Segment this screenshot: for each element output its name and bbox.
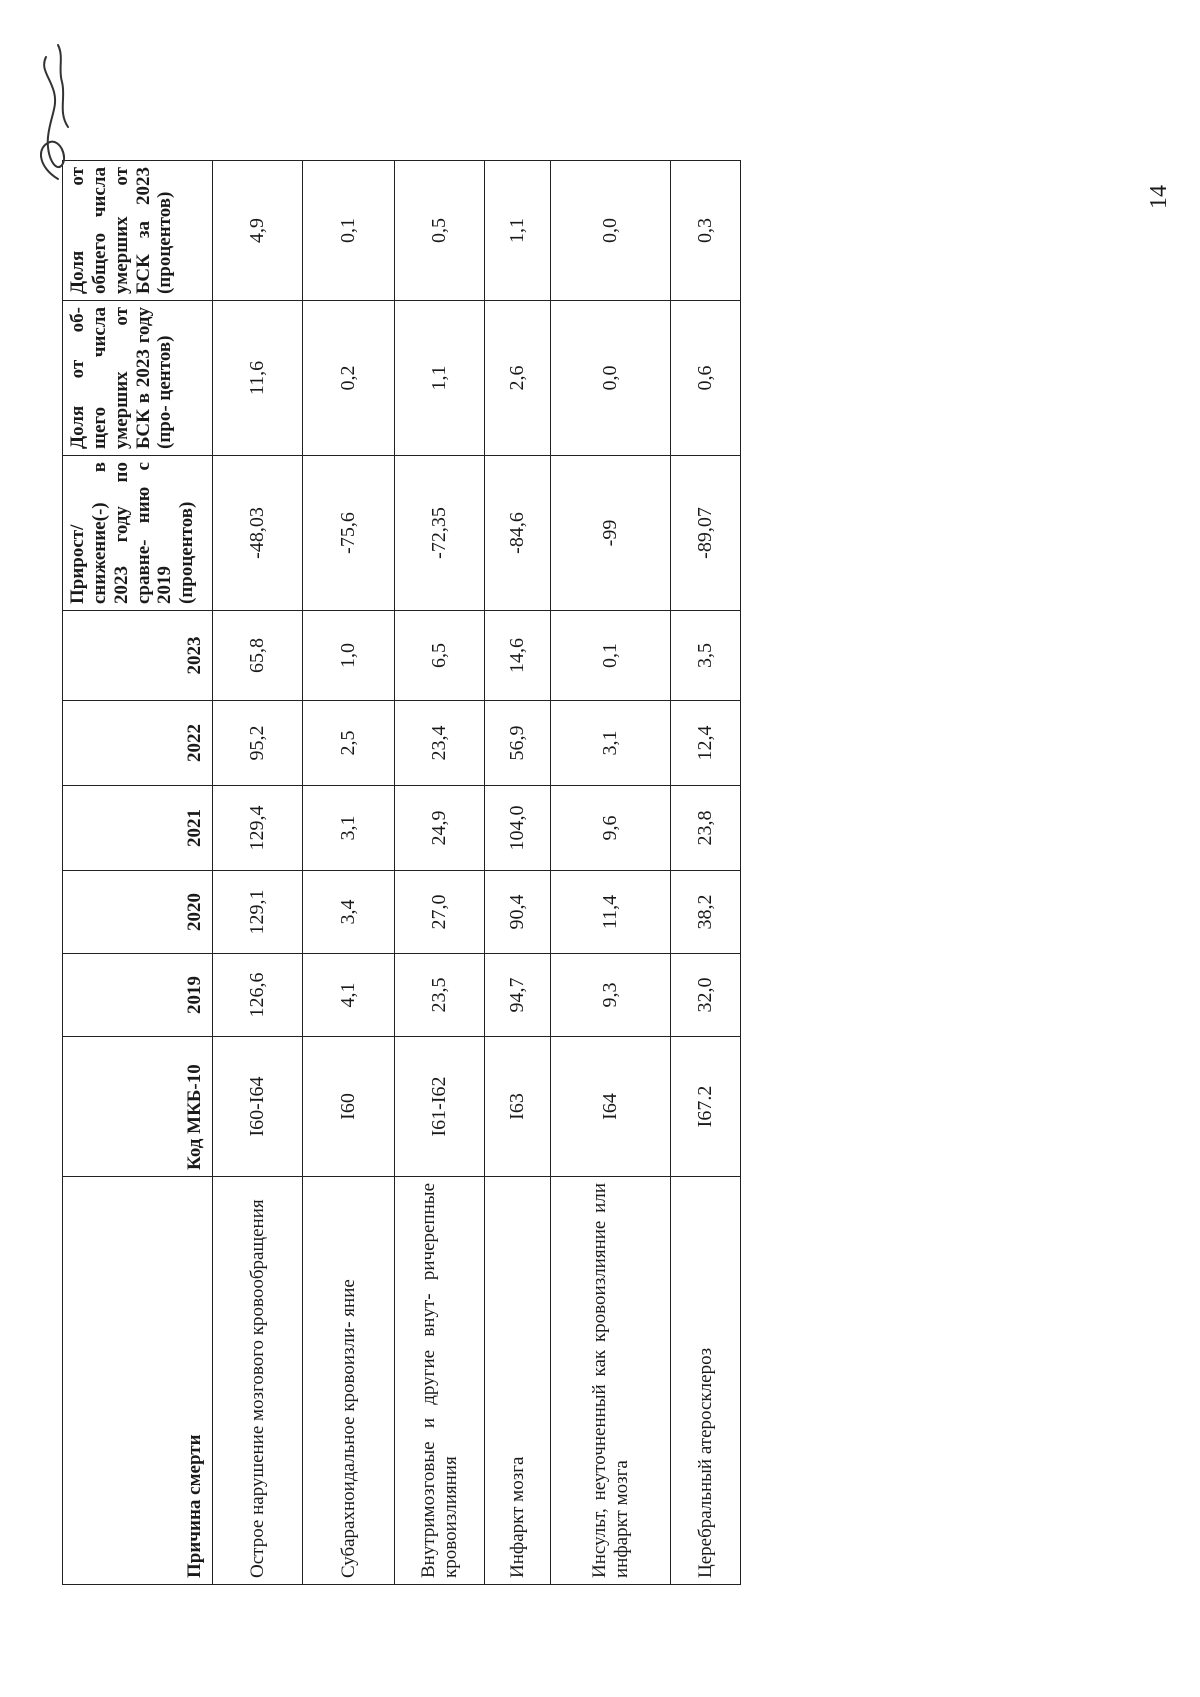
cell-share-bsk: 0,2 (303, 301, 395, 456)
mortality-table (62, 160, 741, 1585)
cell-2023: 6,5 (395, 611, 485, 701)
cell-2020: 3,4 (303, 871, 395, 954)
table-header-row (63, 161, 213, 1585)
table-row (303, 161, 395, 1585)
header-code: Код МКБ-10 (63, 1037, 213, 1177)
header-2021: 2021 (63, 786, 213, 871)
cell-2019: 4,1 (303, 954, 395, 1037)
cell-2022: 3,1 (551, 701, 671, 786)
cell-2023: 3,5 (671, 611, 741, 701)
cell-cause: Субарахноидальное кровоизли- яние (303, 1177, 395, 1585)
cell-share-total: 0,3 (671, 161, 741, 301)
header-2023: 2023 (63, 611, 213, 701)
cell-2022: 23,4 (395, 701, 485, 786)
header-cause: Причина смерти (63, 1177, 213, 1585)
cell-share-total: 0,1 (303, 161, 395, 301)
table-row (485, 161, 551, 1585)
cell-share-total: 4,9 (213, 161, 303, 301)
header-2020: 2020 (63, 871, 213, 954)
cell-2023: 0,1 (551, 611, 671, 701)
cell-growth: -75,6 (303, 456, 395, 611)
table-row (671, 161, 741, 1585)
cell-cause: Острое нарушение мозгового кровообращения (213, 1177, 303, 1585)
cell-cause: Инфаркт мозга (485, 1177, 551, 1585)
cell-code: I60-I64 (213, 1037, 303, 1177)
cell-2020: 38,2 (671, 871, 741, 954)
cell-2019: 9,3 (551, 954, 671, 1037)
cell-2023: 14,6 (485, 611, 551, 701)
cell-2020: 129,1 (213, 871, 303, 954)
cell-2020: 11,4 (551, 871, 671, 954)
cell-share-total: 0,5 (395, 161, 485, 301)
cell-2022: 2,5 (303, 701, 395, 786)
cell-2021: 104,0 (485, 786, 551, 871)
cell-cause: Инсульт, неуточненный как кровоизлияние или инфаркт мозга (551, 1177, 671, 1585)
cell-2021: 23,8 (671, 786, 741, 871)
cell-2023: 1,0 (303, 611, 395, 701)
header-share-total: Доля от общего числа умерших от БСК за 2023 (процентов) (63, 161, 213, 301)
cell-2021: 24,9 (395, 786, 485, 871)
cell-2021: 9,6 (551, 786, 671, 871)
cell-2019: 23,5 (395, 954, 485, 1037)
header-growth: Прирост/ снижение(-) в 2023 году по сравне- нию с 2019 (процентов) (63, 456, 213, 611)
table-row (213, 161, 303, 1585)
cell-2021: 3,1 (303, 786, 395, 871)
table-row (395, 161, 485, 1585)
cell-2020: 90,4 (485, 871, 551, 954)
cell-share-bsk: 1,1 (395, 301, 485, 456)
cell-2019: 32,0 (671, 954, 741, 1037)
header-2022: 2022 (63, 701, 213, 786)
cell-share-total: 1,1 (485, 161, 551, 301)
cell-2019: 94,7 (485, 954, 551, 1037)
cell-growth: -48,03 (213, 456, 303, 611)
cell-2021: 129,4 (213, 786, 303, 871)
handwritten-signature (28, 37, 83, 187)
cell-share-bsk: 2,6 (485, 301, 551, 456)
cell-share-bsk: 11,6 (213, 301, 303, 456)
cell-2023: 65,8 (213, 611, 303, 701)
cell-growth: -99 (551, 456, 671, 611)
cell-cause: Церебральный атеросклероз (671, 1177, 741, 1585)
cell-share-bsk: 0,6 (671, 301, 741, 456)
cell-2020: 27,0 (395, 871, 485, 954)
cell-cause: Внутримозговые и другие внут- ричерепные кровоизлияния (395, 1177, 485, 1585)
cell-growth: -89,07 (671, 456, 741, 611)
cell-2022: 12,4 (671, 701, 741, 786)
cell-code: I63 (485, 1037, 551, 1177)
cell-code: I61-I62 (395, 1037, 485, 1177)
header-share-bsk: Доля от об- щего числа умерших от БСК в 2023 году (про- центов) (63, 301, 213, 456)
cell-code: I64 (551, 1037, 671, 1177)
cell-code: I60 (303, 1037, 395, 1177)
cell-share-total: 0,0 (551, 161, 671, 301)
page-number: 14 (1146, 185, 1172, 209)
header-2019: 2019 (63, 954, 213, 1037)
cell-growth: -84,6 (485, 456, 551, 611)
cell-code: I67.2 (671, 1037, 741, 1177)
cell-share-bsk: 0,0 (551, 301, 671, 456)
cell-2022: 56,9 (485, 701, 551, 786)
cell-2019: 126,6 (213, 954, 303, 1037)
cell-2022: 95,2 (213, 701, 303, 786)
table-row (551, 161, 671, 1585)
cell-growth: -72,35 (395, 456, 485, 611)
